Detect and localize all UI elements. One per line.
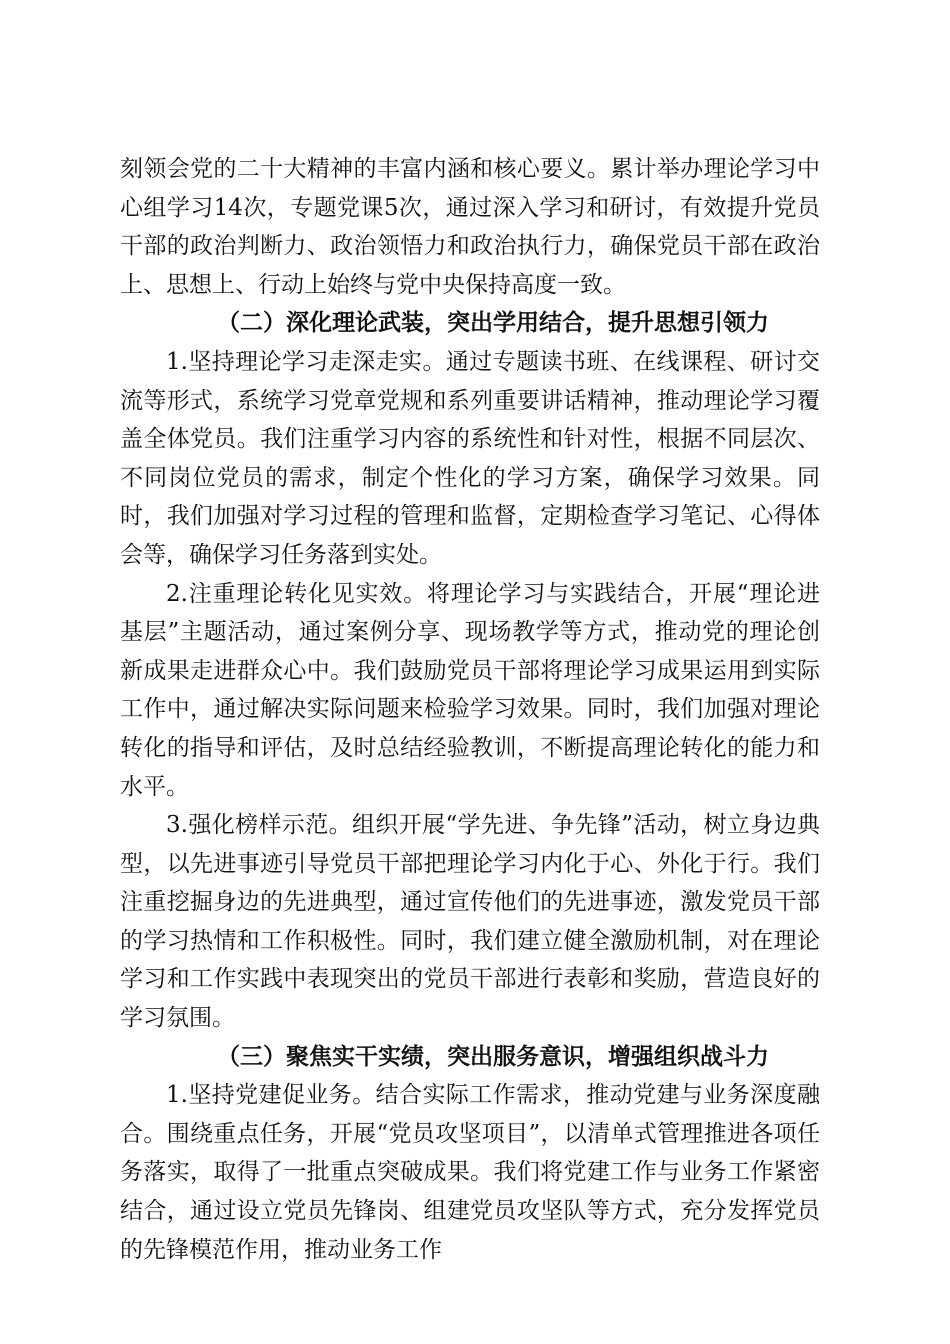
- paragraph-intro-continued: 刻领会党的二十大精神的丰富内涵和核心要义。累计举办理论学习中心组学习14次，专题党课5次，通过深入学习和研讨，有效提升党员干部的政治判断力、政治领悟力和政治执行力，确保党员干部在政治上、思想上、行动上始终与党中央保持高度一致。: [120, 156, 820, 298]
- paragraph-3-1: 1.坚持党建促业务。结合实际工作需求，推动党建与业务深度融合。围绕重点任务，开展“党员攻坚项目”，以清单式管理推进各项任务落实，取得了一批重点突破成果。我们将党建工作与业务工作紧密结合，通过设立党员先锋岗、组建党员攻坚队等方式，充分发挥党员的先锋模范作用，推动业务工作: [120, 1082, 820, 1263]
- section-heading-2: （二）深化理论武装，突出学用结合，提升思想引领力: [217, 309, 769, 337]
- paragraph-2-3: 3.强化榜样示范。组织开展“学先进、争先锋”活动，树立身边典型，以先进事迹引导党员干部把理论学习内化于心、外化于行。我们注重挖掘身边的先进典型，通过宣传他们的先进事迹，激发党员干部的学习热情和工作积极性。同时，我们建立健全激励机制，对在理论学习和工作实践中表现突出的党员干部进行表彰和奖励，营造良好的学习氛围。: [120, 812, 820, 1032]
- document-page: [120, 150, 820, 1269]
- paragraph-2-2: 2.注重理论转化见实效。将理论学习与实践结合，开展“理论进基层”主题活动，通过案例分享、现场教学等方式，推动党的理论创新成果走进群众心中。我们鼓励党员干部将理论学习成果运用到实际工作中，通过解决实际问题来检验学习效果。同时，我们加强对理论转化的指导和评估，及时总结经验教训，不断提高理论转化的能力和水平。: [120, 580, 820, 800]
- section-heading-3: （三）聚焦实干实绩，突出服务意识，增强组织战斗力: [217, 1042, 769, 1070]
- paragraph-2-1: 1.坚持理论学习走深走实。通过专题读书班、在线课程、研讨交流等形式，系统学习党章党规和系列重要讲话精神，推动理论学习覆盖全体党员。我们注重学习内容的系统性和针对性，根据不同层次、不同岗位党员的需求，制定个性化的学习方案，确保学习效果。同时，我们加强对学习过程的管理和监督，定期检查学习笔记、心得体会等，确保学习任务落到实处。: [120, 348, 820, 568]
